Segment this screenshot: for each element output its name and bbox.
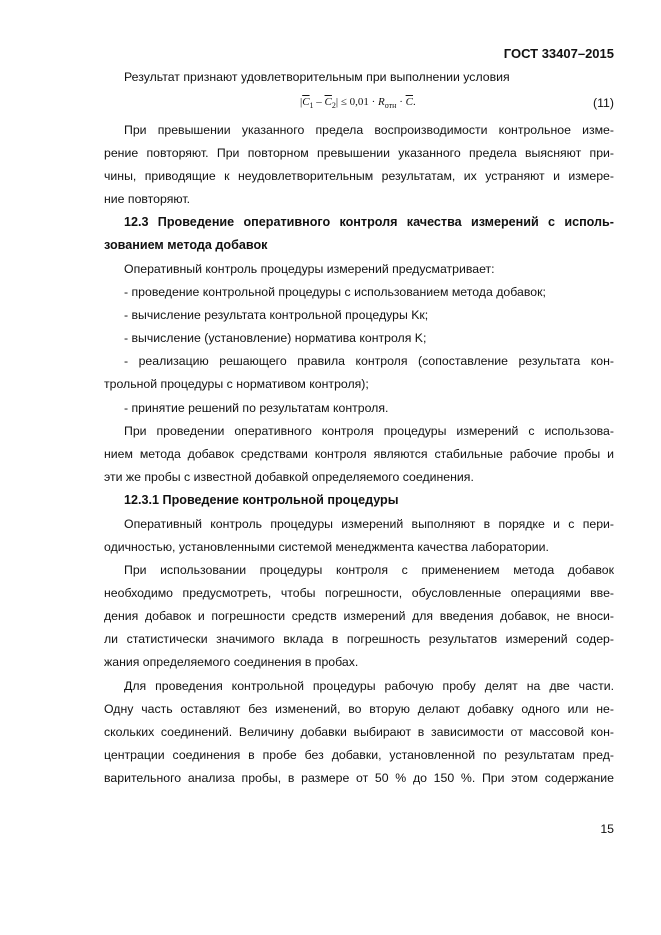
text-line: Оперативный контроль процедуры измерений предусматривает: — [124, 262, 495, 276]
page-number: 15 — [600, 822, 614, 836]
text-line: Для проведения контрольной процедуры рабочую пробу делят на две части. — [124, 679, 614, 693]
text-line: Одну часть оставляют без изменений, во вторую делают добавку одного или не- — [104, 702, 614, 716]
document-header: ГОСТ 33407–2015 — [503, 46, 614, 61]
text-line: ли статистически значимого вклада в погрешность результатов измерений содер- — [104, 632, 614, 646]
list-item: - вычисление (установление) норматива контроля K; — [124, 331, 427, 345]
text-line: одичностью, установленными системой менеджмента качества лаборатории. — [104, 540, 549, 554]
text-line: дения добавок и погрешности средств измерений для введения добавок, не вноси- — [104, 609, 614, 623]
formula-rest: | ≤ 0,01 · — [335, 96, 379, 108]
text-line: чины, приводящие к неудовлетворительным результатам, их устраняют и измере- — [104, 169, 614, 183]
text-line: нием метода добавок средствами контроля являются стабильные рабочие пробы и — [104, 447, 614, 461]
text-line: эти же пробы с известной добавкой определяемого соединения. — [104, 470, 474, 484]
section-heading-cont: зованием метода добавок — [104, 238, 268, 252]
text-line: рение повторяют. При повторном превышении указанного предела выясняют при- — [104, 146, 614, 160]
list-item: - проведение контрольной процедуры с использованием метода добавок; — [124, 285, 546, 299]
formula-r: R — [378, 96, 385, 108]
formula-c1: $\overline{C}$ — [302, 96, 310, 108]
text-line: При проведении оперативного контроля процедуры измерений с использова- — [124, 424, 614, 438]
text-line: Оперативный контроль процедуры измерений выполняют в порядке и с пери- — [124, 517, 614, 531]
text-line: При превышении указанного предела воспроизводимости контрольное изме- — [124, 123, 614, 137]
equation-number: (11) — [593, 96, 614, 110]
formula-c2-sub: 2 — [331, 101, 336, 111]
text-line: ние повторяют. — [104, 192, 191, 206]
formula-c: $\overline{C}$ — [405, 96, 413, 108]
formula-bar: | — [300, 96, 303, 108]
text-line: варительного анализа пробы, в размере от 50 % до 150 %. При этом содержание — [104, 771, 614, 785]
text-line: центрации соединения в пробе без добавки, установленной по результатам пред- — [104, 748, 614, 762]
formula-minus: – — [313, 96, 325, 108]
subsection-heading: 12.3.1 Проведение контрольной процедуры — [124, 493, 399, 507]
text-line: жания определяемого соединения в пробах. — [104, 655, 359, 669]
formula-c2: $\overline{C}$ — [324, 96, 332, 108]
text-line: Результат признают удовлетворительным при выполнении условия — [124, 70, 510, 84]
list-item: - вычисление результата контрольной процедуры Kк; — [124, 308, 429, 322]
list-item: - реализацию решающего правила контроля (сопоставление результата кон- — [124, 354, 614, 368]
text-line: При использовании процедуры контроля с применением метода добавок — [124, 563, 614, 577]
formula-c1-sub: 1 — [309, 101, 314, 111]
list-item-cont: трольной процедуры с нормативом контроля); — [104, 377, 369, 391]
text-line: необходимо предусмотреть, чтобы погрешности, обусловленные операциями вве- — [104, 586, 614, 600]
formula-r-sub: отн — [384, 101, 397, 111]
formula-end: . — [412, 96, 416, 108]
list-item: - принятие решений по результатам контроля. — [124, 401, 389, 415]
formula-11 — [300, 96, 416, 110]
formula-dot: · — [396, 96, 406, 108]
section-heading: 12.3 Проведение оперативного контроля качества измерений с исполь- — [124, 215, 614, 229]
text-line: скольких соединений. Величину добавки выбирают в зависимости от массовой кон- — [104, 725, 614, 739]
